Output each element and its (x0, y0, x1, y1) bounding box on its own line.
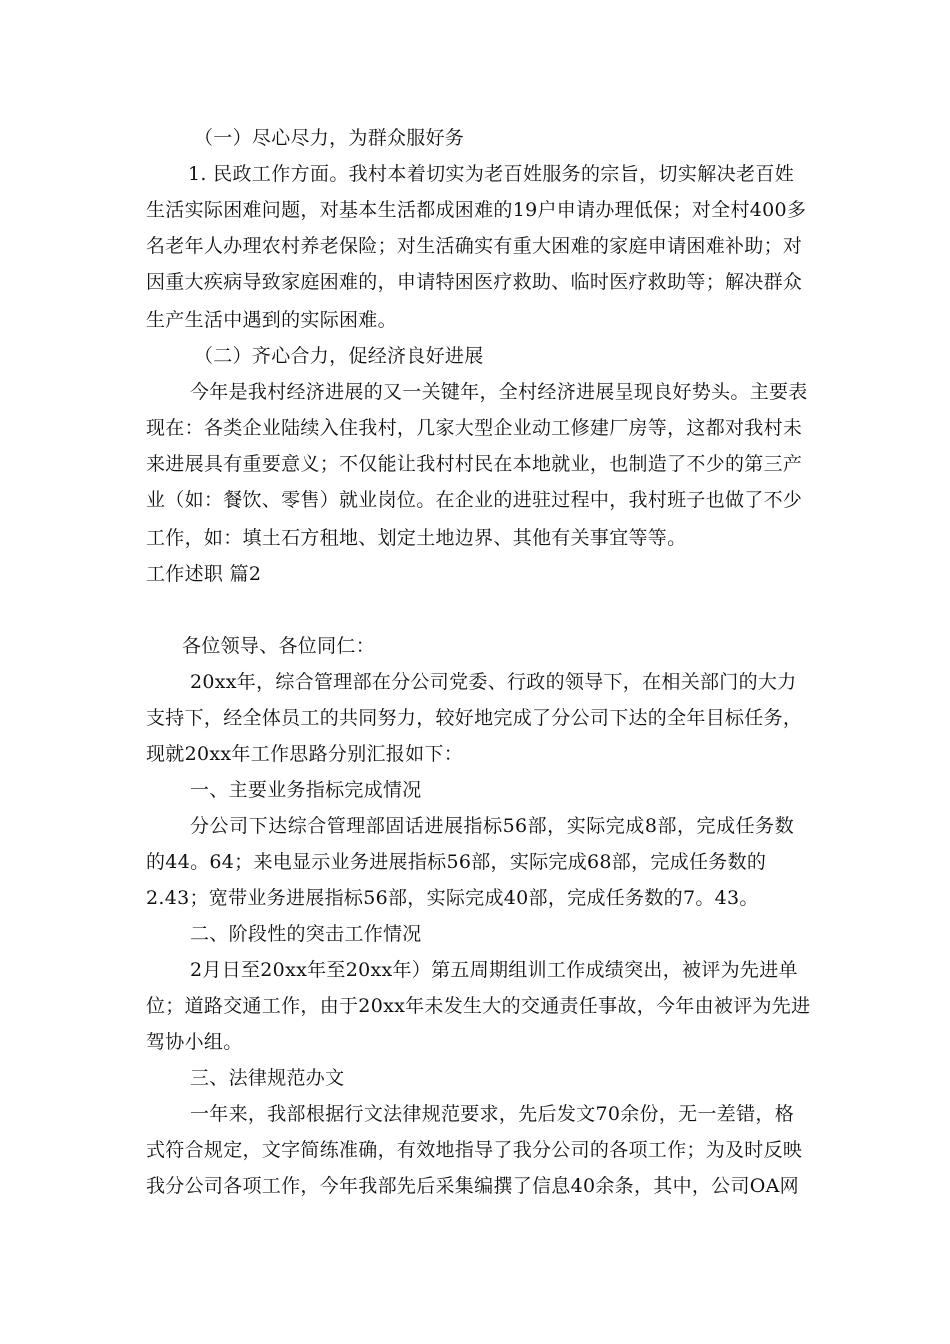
paragraph-line: 20xx年，综合管理部在分公司党委、行政的领导下，在相关部门的大力 (190, 671, 797, 693)
paragraph-line: 我分公司各项工作，今年我部先后采集编撰了信息40余条，其中，公司OA网 (146, 1175, 799, 1197)
paragraph-line: 2.43；宽带业务进展指标56部，实际完成40部，完成任务数的7。43。 (146, 887, 759, 909)
paragraph-line: 支持下，经全体员工的共同努力，较好地完成了分公司下达的全年目标任务， (146, 707, 803, 729)
paragraph-line: 现在：各类企业陆续入住我村，几家大型企业动工修建厂房等，这都对我村未 (146, 417, 803, 439)
paragraph-line: 分公司下达综合管理部固话进展指标56部，实际完成8部，完成任务数 (190, 815, 794, 837)
paragraph-line: 驾协小组。 (146, 1031, 243, 1053)
paragraph-line: 来进展具有重要意义；不仅能让我村村民在本地就业，也制造了不少的第三产 (146, 453, 803, 475)
subheading-1: 一、主要业务指标完成情况 (190, 779, 422, 801)
paragraph-line: 工作，如：填土石方租地、划定土地边界、其他有关事宜等等。 (146, 527, 687, 549)
paragraph-line: 生活实际困难问题，对基本生活都成困难的19户申请办理低保；对全村400多 (146, 199, 807, 221)
article-title: 工作述职 篇2 (146, 563, 262, 585)
subheading-3: 三、法律规范办文 (190, 1067, 345, 1089)
paragraph-line: 2月日至20xx年至20xx年）第五周期组训工作成绩突出，被评为先进单 (190, 959, 798, 981)
paragraph-line: 今年是我村经济进展的又一关键年，全村经济进展呈现良好势头。主要表 (190, 381, 808, 403)
subheading-2: 二、阶段性的突击工作情况 (190, 923, 422, 945)
paragraph-line: 位；道路交通工作，由于20xx年未发生大的交通责任事故，今年由被评为先进 (146, 995, 811, 1017)
paragraph-line: 一年来，我部根据行文法律规范要求，先后发文70余份，无一差错，格 (190, 1103, 794, 1125)
paragraph-line: 式符合规定，文字简练准确，有效地指导了我分公司的各项工作；为及时反映 (146, 1139, 803, 1161)
paragraph-line: 名老年人办理农村养老保险；对生活确实有重大困难的家庭申请困难补助；对 (146, 235, 803, 257)
paragraph-line: 的44。64；来电显示业务进展指标56部，实际完成68部，完成任务数的 (146, 851, 767, 873)
paragraph-line: 1. 民政工作方面。我村本着切实为老百姓服务的宗旨，切实解决老百姓 (188, 163, 794, 185)
section-heading-1: （一）尽心尽力，为群众服好务 (194, 127, 465, 149)
salutation: 各位领导、各位同仁： (182, 635, 376, 657)
paragraph-line: 因重大疾病导致家庭困难的，申请特困医疗救助、临时医疗救助等；解决群众 (146, 271, 803, 293)
paragraph-line: 业（如：餐饮、零售）就业岗位。在企业的进驻过程中，我村班子也做了不少 (146, 489, 803, 511)
section-heading-2: （二）齐心合力，促经济良好进展 (194, 345, 484, 367)
paragraph-line: 生产生活中遇到的实际困难。 (146, 309, 397, 331)
paragraph-line: 现就20xx年工作思路分别汇报如下： (146, 743, 464, 765)
